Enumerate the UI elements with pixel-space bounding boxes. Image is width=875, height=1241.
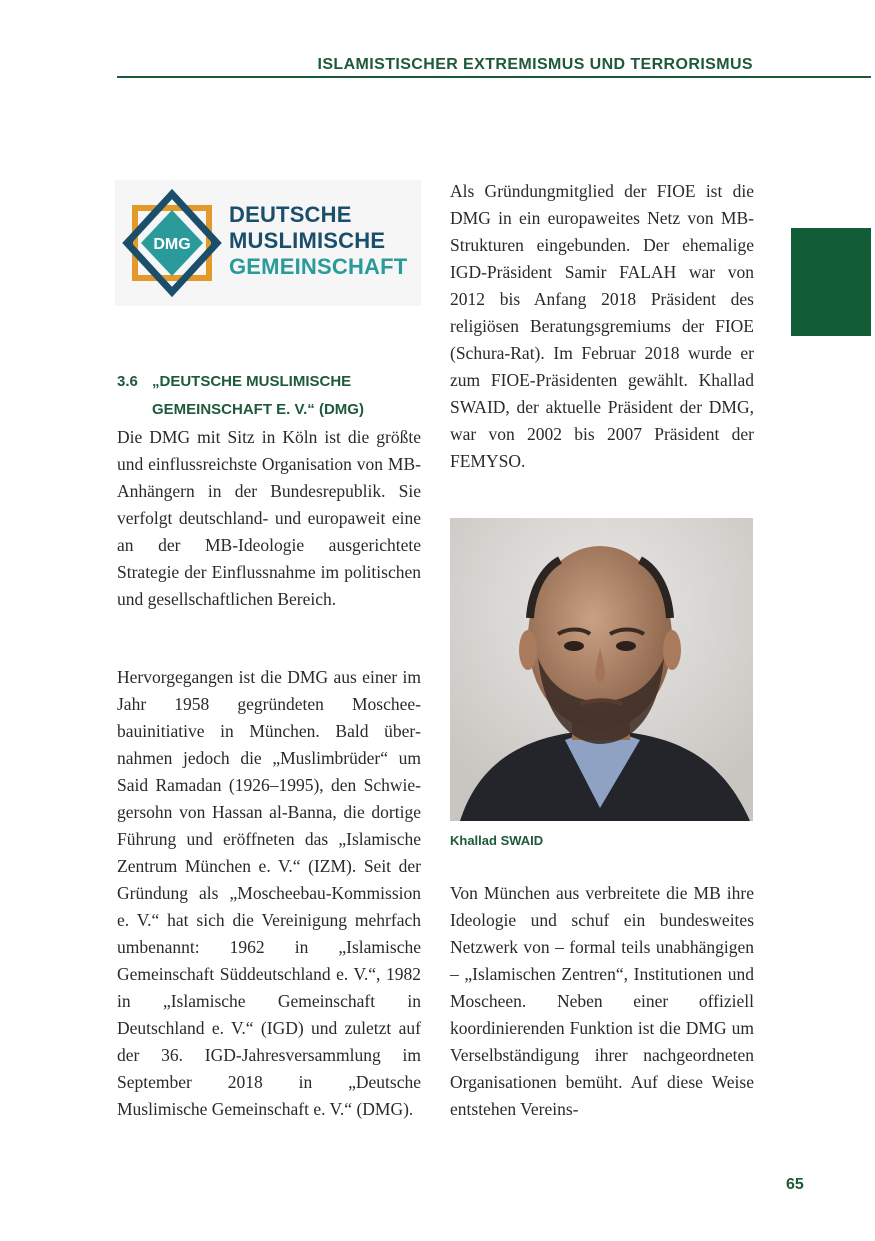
section-number: 3.6	[117, 373, 138, 390]
logo-line-2: MUSLIMISCHE	[229, 228, 386, 253]
paragraph-text: Von München aus verbreitete die MB ihre Ideologie und schuf ein bundesweites Netzwerk von – formal teils unabhängigen – „Islamischen Zentren“, Institutionen und Moscheen. Neben einer offiziell koordinierenden Funktion ist die DMG um Verselbständigung ihrer nachgeordneten Organisationen bemüht. Auf diese Weise entstehen Vereins-	[450, 883, 754, 1119]
section-title-line-2: GEMEINSCHAFT E. V.“ (DMG)	[152, 401, 364, 418]
page-number: 65	[786, 1176, 804, 1193]
portrait-photo	[450, 518, 753, 821]
portrait-illustration	[450, 518, 753, 821]
left-column-paragraph-2	[117, 664, 421, 1123]
paragraph-text: Hervorgegangen ist die DMG aus einer im Jahr 1958 gegründeten Moscheebauinitiative in München. Bald übernahmen jedoch die „Muslimbrüder“ um Said Ramadan (1926–1995), den Schwiegersohn von Hassan al-Banna, die dortige Führung und eröffneten das „Islamische Zentrum München e. V.“ (IZM). Seit der Gründung als „Moscheebau-Kommission e. V.“ hat sich die Vereinigung mehrfach umbenannt: 1962 in „Islamische Gemeinschaft Süddeutschland e. V.“, 1982 in „Islamische Gemeinschaft in Deutschland e. V.“ (IGD) und zuletzt auf der 36. IGD-Jahresversammlung im September 2018 in „Deutsche Muslimische Gemeinschaft e. V.“ (DMG).	[117, 667, 421, 1119]
chapter-side-tab	[791, 228, 871, 336]
paragraph-text: Als Gründungmitglied der FIOE ist die DMG in ein europaweites Netz von MB-Strukturen eingebunden. Der ehemalige IGD-Präsident Samir FALAH war von 2012 bis Anfang 2018 Präsident des religiösen Beratungsgremiums der FIOE (Schura-Rat). Im Februar 2018 wurde er zum FIOE-Präsidenten gewählt. Khallad SWAID, der aktuelle Präsident der DMG, war von 2002 bis 2007 Präsident der FEMYSO.	[450, 181, 754, 471]
dmg-logo	[115, 180, 421, 306]
paragraph-text: Die DMG mit Sitz in Köln ist die größte und einflussreichste Organisation von MB-Anhängern in der Bundesrepublik. Sie verfolgt deutschland- und europaweit eine an der MB-Ideologie ausgerichtete Strategie der Einflussnahme im politischen und gesellschaftlichen Bereich.	[117, 427, 421, 609]
right-column-paragraph-2	[450, 880, 754, 1123]
header-rule	[117, 76, 871, 78]
logo-badge-text: DMG	[153, 236, 191, 253]
section-title-line-1: „DEUTSCHE MUSLIMISCHE	[152, 373, 352, 390]
logo-wordmark	[229, 202, 407, 280]
section-heading	[117, 368, 427, 424]
photo-caption: Khallad SWAID	[450, 833, 544, 848]
logo-line-3: GEMEINSCHAFT	[229, 254, 408, 279]
logo-line-1: DEUTSCHE	[229, 202, 352, 227]
running-header: ISLAMISTISCHER EXTREMISMUS UND TERRORISMUS	[317, 56, 753, 73]
right-column-paragraph-1	[450, 178, 754, 475]
left-column-paragraph-1	[117, 424, 421, 613]
